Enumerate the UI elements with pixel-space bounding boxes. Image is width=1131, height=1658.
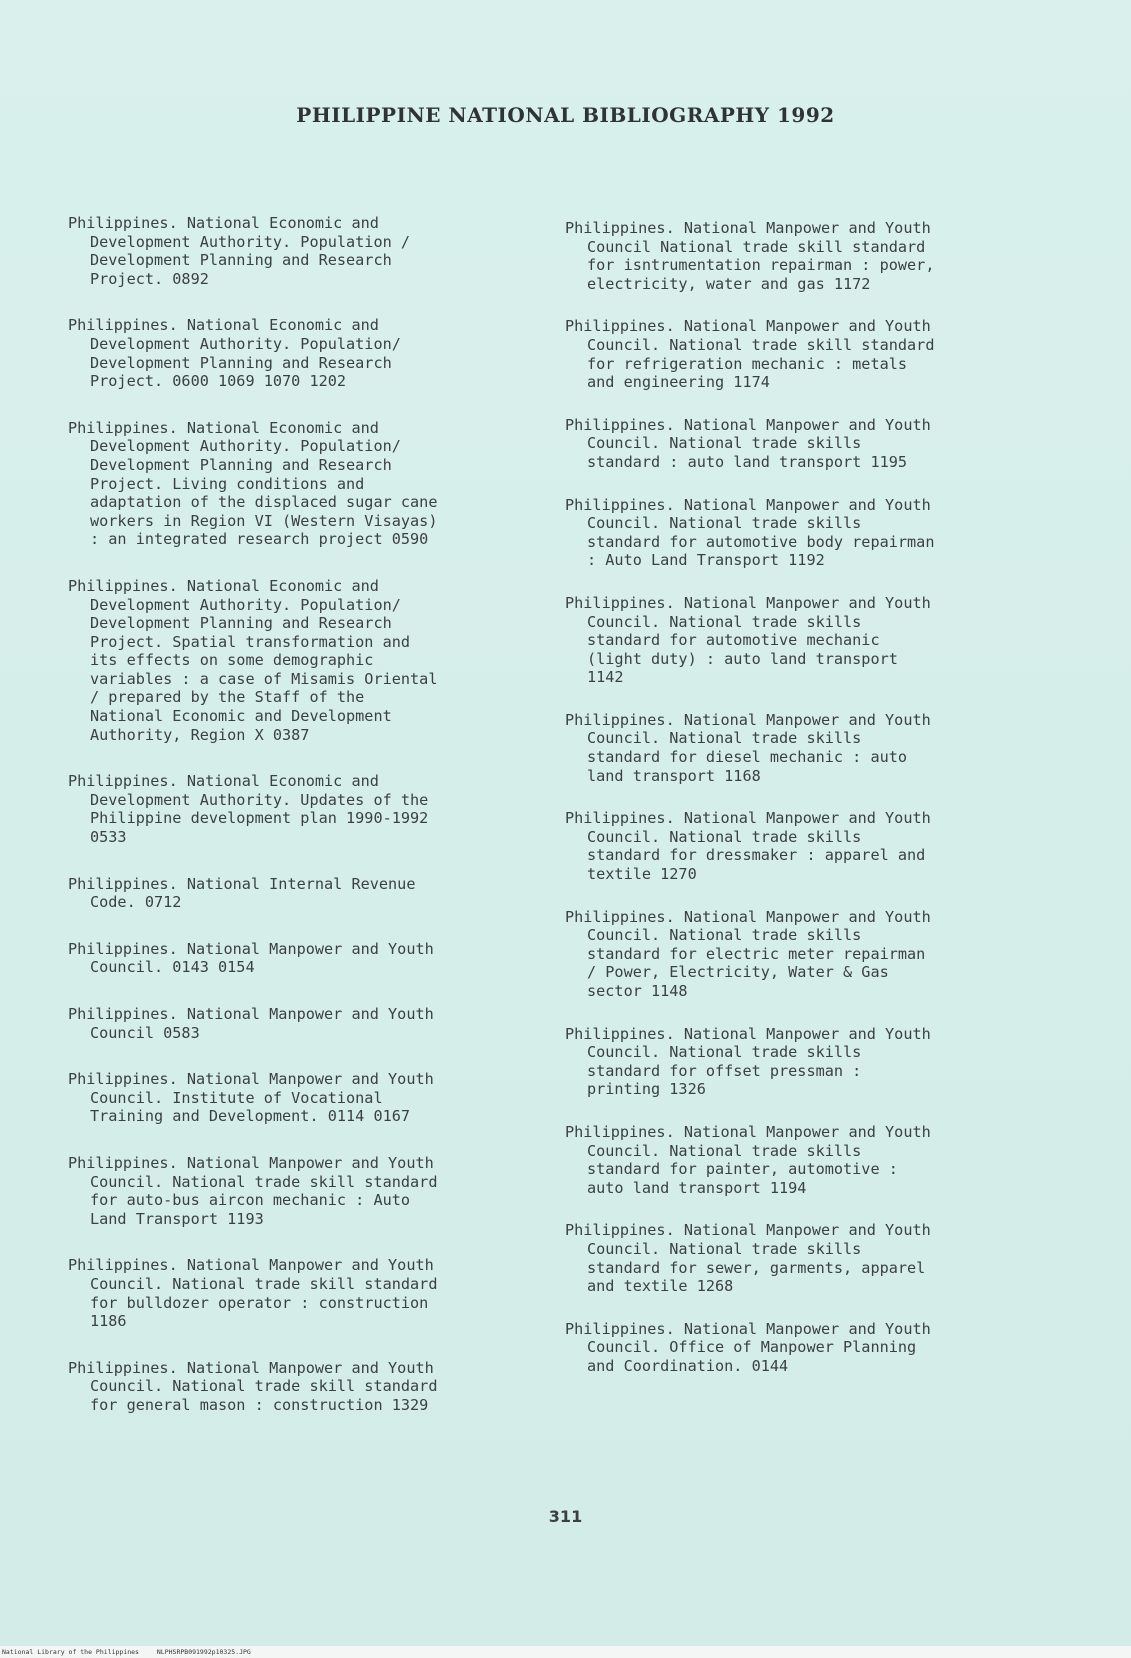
bibliography-entry: Philippines. National Manpower and Youth Council. National trade skills standard for automotive mechanic (light duty) : auto land transport 1142 — [565, 593, 931, 687]
bibliography-entry: Philippines. National Manpower and Youth Council. National trade skills standard for automotive body repairman : Auto Land Transport 1192 — [565, 495, 935, 570]
bibliography-entry: Philippines. National Manpower and Youth Council National trade skill standard for isntrumentation repairman : power, electricity, water and gas 1172 — [565, 219, 935, 293]
page-title: PHILIPPINE NATIONAL BIBLIOGRAPHY 1992 — [296, 103, 835, 127]
bibliography-entry: Philippines. National Manpower and Youth Council. National trade skill standard for bulldozer operator : construction 1186 — [68, 1256, 438, 1331]
bibliography-entry: Philippines. National Economic and Development Authority. Population/ Development Planning and Research Project. Spatial transformation and its effects on some demographic variables : a case of Misamis Oriental / prepared by the Staff of the National Economic and Development Authority, Region X 0387 — [68, 576, 438, 744]
right-column — [565, 219, 1035, 1400]
bibliography-entry: Philippines. National Manpower and Youth Council. National trade skills standard for dressmaker : apparel and textile 1270 — [565, 809, 931, 884]
bibliography-entry: Philippines. National Manpower and Youth Council. Office of Manpower Planning and Coordination. 0144 — [565, 1319, 931, 1375]
bibliography-entry: Philippines. National Manpower and Youth Council. National trade skills standard for diesel mechanic : auto land transport 1168 — [565, 710, 931, 785]
bibliography-entry: Philippines. National Internal Revenue Code. 0712 — [68, 874, 416, 912]
left-column — [68, 214, 538, 1443]
bibliography-entry: Philippines. National Economic and Development Authority. Population/ Development Planning and Research Project. 0600 1069 1070 1202 — [68, 316, 401, 391]
bibliography-entry: Philippines. National Manpower and Youth Council. National trade skill standard for auto-bus aircon mechanic : Auto Land Transport 1193 — [68, 1153, 438, 1228]
bibliography-entry: Philippines. National Manpower and Youth Council. National trade skills standard for electric meter repairman / Power, Electricity, Water & Gas sector 1148 — [565, 907, 931, 1000]
bibliography-entry: Philippines. National Economic and Development Authority. Population/ Development Planning and Research Project. Living conditions and adaptation of the displaced sugar cane workers in Region VI (Western Visayas) : an integrated research project 0590 — [68, 418, 438, 549]
page-number: 311 — [548, 1507, 583, 1526]
file-name: NLPHSRPB091992p10325.JPG — [156, 1648, 251, 1656]
footer-strip — [0, 1646, 1131, 1658]
bibliography-entry: Philippines. National Manpower and Youth Council 0583 — [68, 1005, 434, 1042]
bibliography-entry: Philippines. National Manpower and Youth Council. National trade skills standard for offset pressman : printing 1326 — [565, 1024, 931, 1099]
bibliography-entry: Philippines. National Manpower and Youth Council. National trade skills standard for painter, automotive : auto land transport 1194 — [565, 1122, 931, 1197]
bibliography-entry: Philippines. National Manpower and Youth Council. National trade skill standard for general mason : construction 1329 — [68, 1358, 438, 1414]
bibliography-entry: Philippines. National Manpower and Youth Council. National trade skill standard for refrigeration mechanic : metals and engineering 1174 — [565, 317, 935, 392]
library-credit: National Library of the Philippines — [2, 1648, 139, 1656]
bibliography-entry: Philippines. National Manpower and Youth Council. Institute of Vocational Training and Development. 0114 0167 — [68, 1070, 434, 1126]
bibliography-entry: Philippines. National Manpower and Youth Council. National trade skills standard for sewer, garments, apparel and textile 1268 — [565, 1221, 931, 1296]
bibliography-entry: Philippines. National Economic and Development Authority. Population / Development Planning and Research Project. 0892 — [68, 214, 411, 288]
bibliography-entry: Philippines. National Manpower and Youth Council. National trade skills standard : auto land transport 1195 — [565, 415, 931, 471]
bibliography-entry: Philippines. National Economic and Development Authority. Updates of the Philippine development plan 1990-1992 0533 — [68, 772, 429, 847]
bibliography-entry: Philippines. National Manpower and Youth Council. 0143 0154 — [68, 939, 434, 977]
